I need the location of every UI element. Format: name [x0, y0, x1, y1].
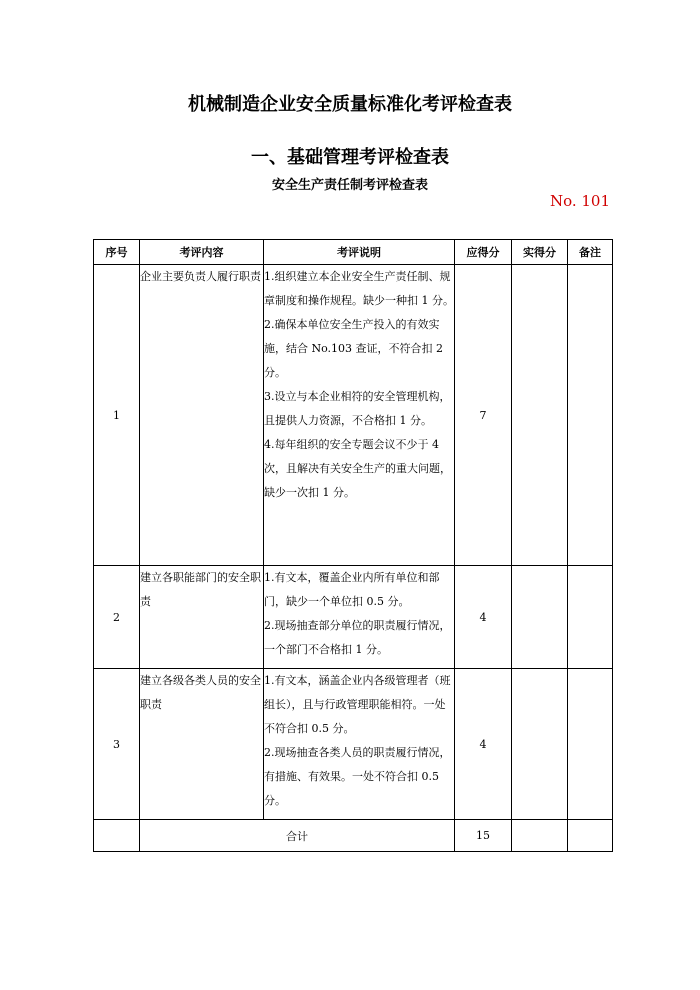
row-desc — [264, 265, 455, 566]
row-max-score: 7 — [455, 265, 512, 566]
total-row — [94, 820, 613, 852]
header-content: 考评内容 — [140, 240, 264, 265]
desc-item: 1.有文本，涵盖企业内各级管理者（班组长），且与行政管理职能相符。一处不符合扣 0.5 分。 — [264, 674, 451, 735]
row-seq: 2 — [94, 566, 140, 669]
total-max-score: 15 — [455, 820, 512, 852]
desc-item: 1.有文本，覆盖企业内所有单位和部门，缺少一个单位扣 0.5 分。 — [264, 571, 440, 608]
header-note: 备注 — [568, 240, 613, 265]
document-title: 机械制造企业安全质量标准化考评检查表 — [188, 94, 512, 115]
row-seq: 1 — [94, 265, 140, 566]
desc-item: 4.每年组织的安全专题会议不少于 4 次，且解决有关安全生产的重大问题，缺少一次扣 1 分。 — [264, 438, 451, 499]
row-note[interactable] — [568, 669, 613, 820]
row-max-score: 4 — [455, 669, 512, 820]
table-row — [94, 265, 613, 566]
row-content: 建立各级各类人员的安全职责 — [140, 669, 264, 820]
header-desc: 考评说明 — [264, 240, 455, 265]
row-max-score: 4 — [455, 566, 512, 669]
section-title: 一、基础管理考评检查表 — [251, 147, 449, 168]
row-note[interactable] — [568, 566, 613, 669]
desc-item: 2.现场抽查各类人员的职责履行情况，有措施、有效果。一处不符合扣 0.5 分。 — [264, 746, 451, 807]
row-actual-score[interactable] — [512, 566, 568, 669]
evaluation-table — [93, 239, 613, 852]
desc-item: 2.现场抽查部分单位的职责履行情况，一个部门不合格扣 1 分。 — [264, 619, 451, 656]
row-actual-score[interactable] — [512, 669, 568, 820]
table-subtitle: 安全生产责任制考评检查表 — [271, 178, 428, 193]
row-desc — [264, 566, 455, 669]
total-label: 合计 — [140, 820, 455, 852]
document-number: No. 101 — [549, 192, 610, 210]
header-max-score: 应得分 — [455, 240, 512, 265]
desc-item: 3.设立与本企业相符的安全管理机构，且提供人力资源，不合格扣 1 分。 — [264, 390, 451, 427]
header-seq: 序号 — [94, 240, 140, 265]
header-actual-score: 实得分 — [512, 240, 568, 265]
total-seq — [94, 820, 140, 852]
table-row — [94, 669, 613, 820]
row-seq: 3 — [94, 669, 140, 820]
desc-item: 1.组织建立本企业安全生产责任制、规章制度和操作规程。缺少一种扣 1 分。 — [264, 270, 454, 307]
total-note[interactable] — [568, 820, 613, 852]
table-header-row — [94, 240, 613, 265]
total-actual-score[interactable] — [512, 820, 568, 852]
desc-item: 2.确保本单位安全生产投入的有效实施，结合 No.103 查证，不符合扣 2 分。 — [264, 318, 444, 379]
row-note[interactable] — [568, 265, 613, 566]
row-actual-score[interactable] — [512, 265, 568, 566]
row-desc — [264, 669, 455, 820]
row-content: 企业主要负责人履行职责 — [140, 265, 264, 566]
table-row — [94, 566, 613, 669]
row-content: 建立各职能部门的安全职责 — [140, 566, 264, 669]
